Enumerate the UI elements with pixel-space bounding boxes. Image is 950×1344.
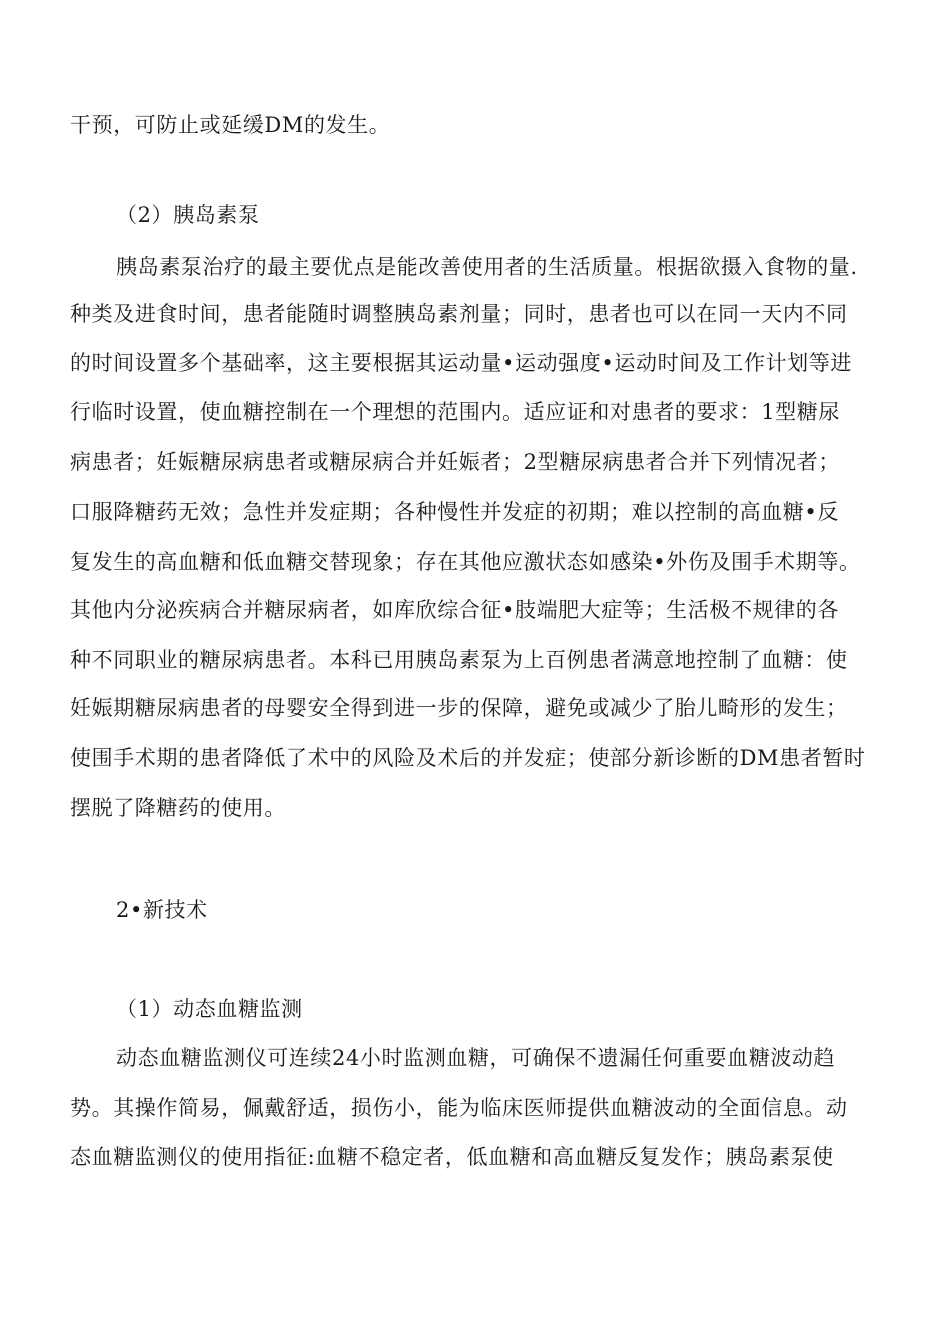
paragraph-line: 胰岛素泵治疗的最主要优点是能改善使用者的生活质量。根据欲摄入食物的量. [116,255,858,279]
paragraph-line: 复发生的高血糖和低血糖交替现象；存在其他应激状态如感染•外伤及围手术期等。 [70,550,861,574]
section-heading-cgm: （1）动态血糖监测 [116,997,303,1021]
paragraph-line: 行临时设置，使血糖控制在一个理想的范围内。适应证和对患者的要求：1型糖尿 [70,400,840,424]
section-heading-new-technology: 2•新技术 [116,898,208,922]
paragraph-line: 病患者；妊娠糖尿病患者或糖尿病合并妊娠者；2型糖尿病患者合并下列情况者； [70,450,840,474]
paragraph-line: 态血糖监测仪的使用指征:血糖不稳定者，低血糖和高血糖反复发作；胰岛素泵使 [70,1145,834,1169]
paragraph-line: 种类及进食时间，患者能随时调整胰岛素剂量；同时，患者也可以在同一天内不同 [70,302,848,326]
paragraph-line: 使围手术期的患者降低了术中的风险及术后的并发症；使部分新诊断的DM患者暂时 [70,746,866,770]
paragraph-line: 势。其操作简易，佩戴舒适，损伤小，能为临床医师提供血糖波动的全面信息。动 [70,1096,848,1120]
paragraph-line: 干预，可防止或延缓DM的发生。 [70,113,391,137]
paragraph-line: 的时间设置多个基础率，这主要根据其运动量•运动强度•运动时间及工作计划等进 [70,351,852,375]
paragraph-line: 妊娠期糖尿病患者的母婴安全得到进一步的保障，避免或减少了胎儿畸形的发生； [70,696,848,720]
paragraph-line: 摆脱了降糖药的使用。 [70,796,286,820]
section-heading-insulin-pump: （2）胰岛素泵 [116,203,260,227]
paragraph-line: 其他内分泌疾病合并糖尿病者，如库欣综合征•肢端肥大症等；生活极不规律的各 [70,598,839,622]
paragraph-line: 口服降糖药无效；急性并发症期；各种慢性并发症的初期；难以控制的高血糖•反 [70,500,839,524]
paragraph-line: 种不同职业的糖尿病患者。本科已用胰岛素泵为上百例患者满意地控制了血糖：使 [70,648,848,672]
paragraph-line: 动态血糖监测仪可连续24小时监测血糖，可确保不遗漏任何重要血糖波动趋 [116,1046,836,1070]
